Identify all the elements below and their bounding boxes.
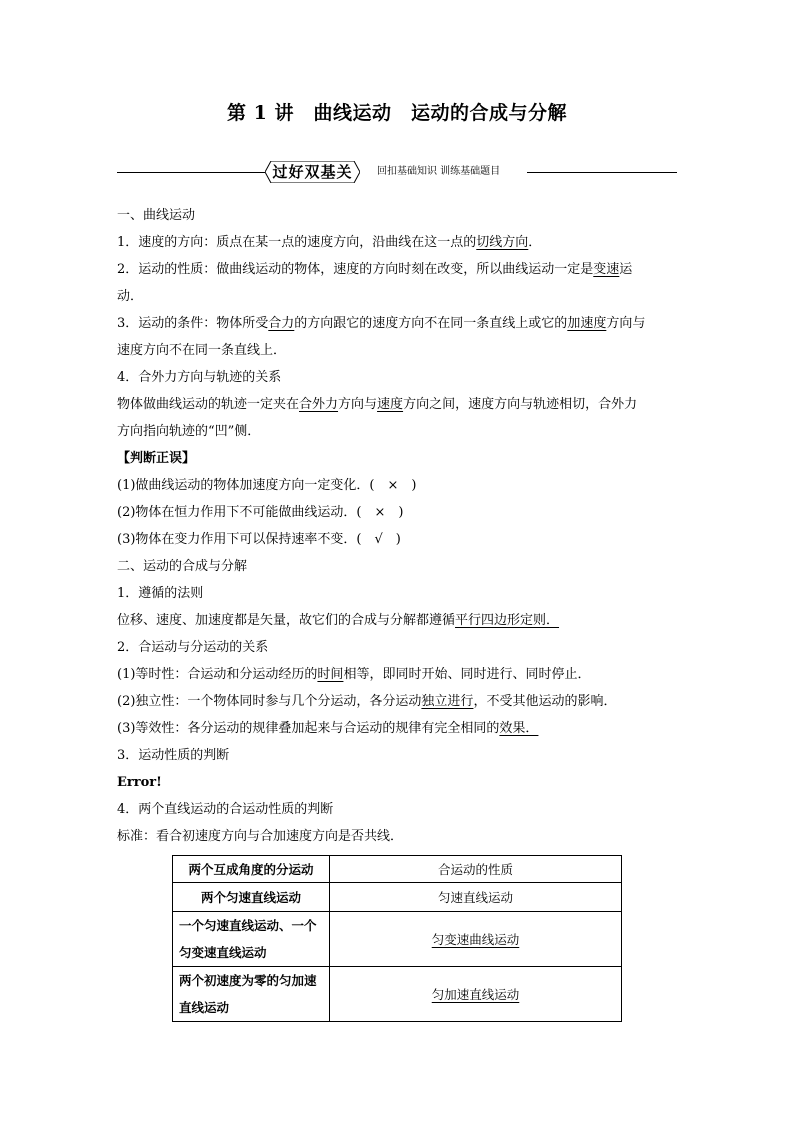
- text-line: [117, 583, 683, 610]
- document-body: [117, 205, 683, 853]
- text-segment: ，不受其他运动的影响．: [473, 694, 617, 709]
- text-segment: 4．合外力方向与轨迹的关系: [117, 370, 282, 385]
- text-segment: (2)独立性：一个物体同时参与几个分运动，各分运动: [117, 694, 422, 709]
- banner-subtitle: 回扣基础知识 训练基础题目: [377, 166, 501, 177]
- table-cell-underlined: 匀加速直线运动: [431, 987, 520, 1002]
- text-line: [117, 664, 683, 691]
- underlined-answer: 合外力: [299, 397, 339, 412]
- text-line: [117, 259, 683, 286]
- table-row: [173, 883, 622, 912]
- text-segment: (3)物体在变力作用下可以保持速率不变．( √ ): [117, 532, 401, 547]
- bold-label: 【判断正误】: [117, 451, 196, 466]
- table-cell: [330, 912, 622, 967]
- page-title: 第 1 讲 曲线运动 运动的合成与分解: [227, 102, 567, 124]
- text-segment: (3)等效性：各分运动的规律叠加起来与合运动的规律有完全相同的: [117, 721, 500, 736]
- text-segment: 二、运动的合成与分解: [117, 559, 248, 574]
- text-line: [117, 448, 683, 475]
- text-segment: 1．遵循的法则: [117, 586, 204, 601]
- text-line: [117, 529, 683, 556]
- text-segment: 2．运动的性质：做曲线运动的物体，速度的方向时刻在改变，所以曲线运动一定是: [117, 262, 594, 277]
- table-header-cell: 合运动的性质: [330, 856, 622, 883]
- bold-label: Error!: [117, 775, 162, 790]
- text-segment: 1．速度的方向：质点在某一点的速度方向，沿曲线在这一点的: [117, 235, 477, 250]
- text-line: [117, 502, 683, 529]
- text-line: [117, 394, 683, 421]
- table-cell: 两个匀速直线运动: [173, 883, 330, 912]
- text-line: [117, 205, 683, 232]
- text-segment: 物体做曲线运动的轨迹一定夹在: [117, 397, 300, 412]
- text-segment: 标准：看合初速度方向与合加速度方向是否共线．: [117, 829, 404, 844]
- text-segment: 相等，即同时开始、同时进行、同时停止．: [343, 667, 591, 682]
- text-segment: 的方向跟它的速度方向不在同一条直线上或它的: [294, 316, 568, 331]
- text-segment: 方向之间，速度方向与轨迹相切，合外力: [403, 397, 638, 412]
- text-line: [117, 718, 683, 745]
- text-segment: 方向与: [338, 397, 378, 412]
- text-segment: ．: [528, 235, 542, 250]
- text-line: [117, 340, 683, 367]
- text-line: [117, 367, 683, 394]
- text-line: [117, 610, 683, 637]
- text-line: [117, 232, 683, 259]
- text-line: [117, 475, 683, 502]
- table-cell: 匀速直线运动: [330, 883, 622, 912]
- text-line: [117, 556, 683, 583]
- underlined-answer: 变速: [593, 262, 620, 277]
- text-segment: 一、曲线运动: [117, 208, 196, 223]
- table-header-cell: 两个互成角度的分运动: [173, 856, 330, 883]
- text-line: [117, 637, 683, 664]
- text-line: [117, 745, 683, 772]
- text-segment: 速度方向不在同一条直线上．: [117, 343, 287, 358]
- text-segment: 3．运动的条件：物体所受: [117, 316, 269, 331]
- text-segment: 2．合运动与分运动的关系: [117, 640, 269, 655]
- motion-table: [172, 855, 622, 1022]
- text-segment: 方向指向轨迹的“凹”侧．: [117, 424, 261, 439]
- text-segment: 4．两个直线运动的合运动性质的判断: [117, 802, 334, 817]
- underlined-answer: 合力: [268, 316, 295, 331]
- text-line: [117, 313, 683, 340]
- underlined-answer: 加速度: [567, 316, 607, 331]
- table-row: [173, 912, 622, 967]
- banner-badge: [265, 161, 360, 183]
- text-segment: 运: [619, 262, 633, 277]
- table-cell: 两个初速度为零的匀加速直线运动: [173, 967, 330, 1022]
- text-line: [117, 421, 683, 448]
- table-header-row: [173, 856, 622, 883]
- underlined-answer: 切线方向: [476, 235, 529, 250]
- underlined-answer: 独立进行: [421, 694, 474, 709]
- text-segment: 动．: [117, 289, 144, 304]
- underlined-answer: 效果．: [499, 721, 539, 736]
- text-segment: 方向与: [606, 316, 646, 331]
- text-segment: 位移、速度、加速度都是矢量，故它们的合成与分解都遵循: [117, 613, 456, 628]
- banner-divider-right: [527, 172, 677, 173]
- text-line: [117, 799, 683, 826]
- text-line: [117, 691, 683, 718]
- text-segment: (1)做曲线运动的物体加速度方向一定变化．( × ): [117, 478, 417, 493]
- text-segment: 3．运动性质的判断: [117, 748, 230, 763]
- table-cell-underlined: 匀变速曲线运动: [431, 932, 520, 947]
- banner-title: 过好双基关: [272, 163, 353, 181]
- text-line: [117, 286, 683, 313]
- text-line: [117, 772, 683, 799]
- text-line: [117, 826, 683, 853]
- underlined-answer: 时间: [317, 667, 344, 682]
- text-segment: (2)物体在恒力作用下不可能做曲线运动．( × ): [117, 505, 404, 520]
- underlined-answer: 速度: [377, 397, 404, 412]
- banner-divider-left: [117, 172, 265, 173]
- underlined-answer: 平行四边形定则．: [455, 613, 560, 628]
- table-cell: 一个匀速直线运动、一个匀变速直线运动: [173, 912, 330, 967]
- table-row: [173, 967, 622, 1022]
- section-banner: [117, 157, 677, 187]
- text-segment: (1)等时性：合运动和分运动经历的: [117, 667, 318, 682]
- table-cell: [330, 967, 622, 1022]
